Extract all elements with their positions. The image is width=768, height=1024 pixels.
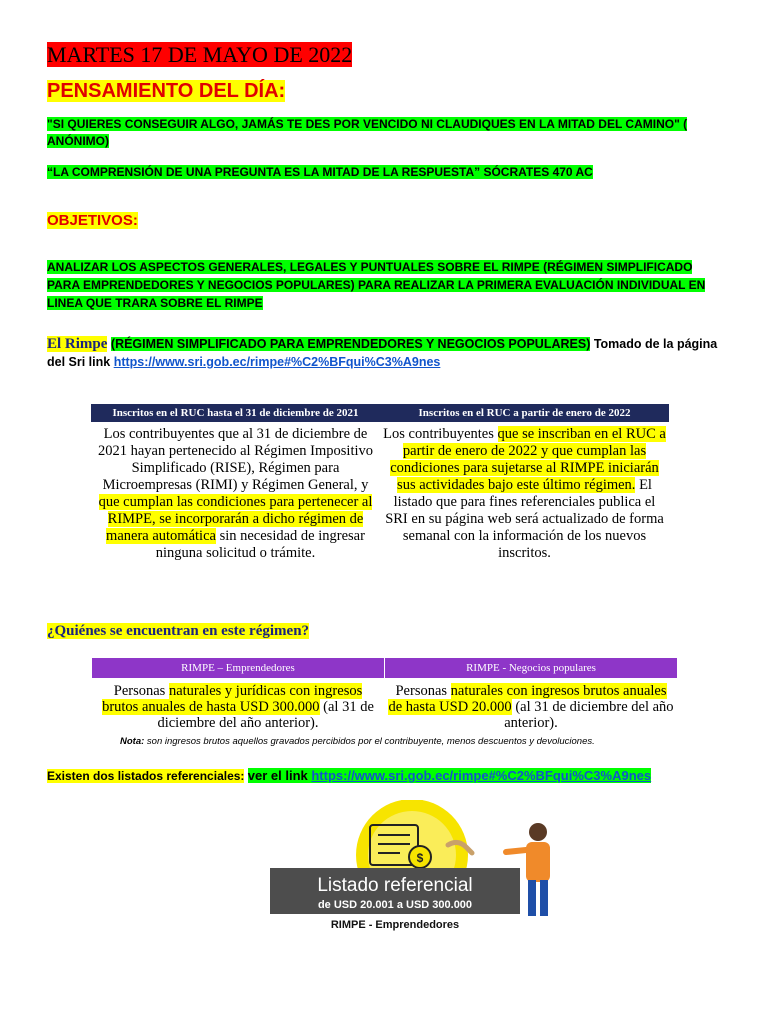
date-text: MARTES 17 DE MAYO DE 2022 <box>47 42 353 67</box>
existen-link[interactable]: https://www.sri.gob.ec/rimpe#%C2%BFqui%C3%A9nes <box>311 768 652 783</box>
nota-label: Nota: <box>120 736 145 747</box>
cell-text: Personas <box>113 683 169 699</box>
existen-line <box>47 768 651 783</box>
cell-text: sin necesidad de ingresar ninguna solicitud o trámite. <box>155 528 365 561</box>
cell-text: (al 31 de diciembre del año anterior). <box>504 699 674 731</box>
cell-highlight: que se inscriban en el RUC a partir de enero de 2022 y que cumplan las condiciones para sujetarse al RIMPE iniciarán sus actividades bajo este último régimen. <box>390 426 666 493</box>
svg-text:$: $ <box>416 851 424 865</box>
rimpe-title: El Rimpe <box>47 336 108 352</box>
listado-illustration-graphic <box>270 800 570 940</box>
objetivo-text-block <box>47 258 717 312</box>
existen-label: Existen dos listados referenciales: <box>47 769 245 783</box>
inscritos-table <box>91 404 669 566</box>
date-heading <box>47 42 352 68</box>
rimpe-source-text: Tomado de la página del Sri link <box>47 337 718 369</box>
cell-text: Personas <box>395 683 451 699</box>
rimpe-types-table <box>91 657 678 735</box>
cell-highlight: que cumplan las condiciones para pertenecer al RIMPE, se incorporarán a dicho régimen de manera automática <box>98 494 373 544</box>
quote-anonimo-text: "SI QUIERES CONSEGUIR ALGO, JAMÁS TE DES POR VENCIDO NI CLAUDIQUES EN LA MITAD DEL CAMINO" ( ANÓNIMO) <box>47 117 688 148</box>
inscritos-cell-2021 <box>91 422 380 566</box>
quote-socrates <box>47 165 593 179</box>
cell-highlight: naturales con ingresos brutos anuales de hasta USD 20.000 <box>388 683 667 715</box>
pensamiento-heading <box>47 80 285 103</box>
emprendedores-header: RIMPE – Emprendedores <box>92 658 385 679</box>
rimpe-subtitle: (RÉGIMEN SIMPLIFICADO PARA EMPRENDEDORES Y NEGOCIOS POPULARES) <box>110 337 591 351</box>
nota-text: son ingresos brutos aquellos gravados percibidos por el contribuyente, menos descuentos y devoluciones. <box>144 736 595 747</box>
listado-illustration <box>270 800 570 940</box>
cell-text: Los contribuyentes que al 31 de diciembre de 2021 hayan pertenecido al Régimen Impositivo Simplificado (RISE), Régimen para Microempresas (RIMI) y Régimen General, y <box>97 426 374 493</box>
inscritos-cell-2022 <box>380 422 669 566</box>
cell-text: (al 31 de diciembre del año anterior). <box>157 699 374 731</box>
objetivos-label: OBJETIVOS: <box>47 212 138 229</box>
nota-line <box>120 736 595 747</box>
banner-title: Listado referencial <box>317 875 473 896</box>
ver-el-link-text: ver el link <box>247 768 312 783</box>
inscritos-header-2022: Inscritos en el RUC a partir de enero de 2022 <box>380 404 669 422</box>
existen-link-block <box>248 768 651 783</box>
cell-text: El listado que para fines referenciales publica el SRI en su página web será actualizado de forma semanal con la información de los nuevos inscritos. <box>385 477 664 561</box>
cell-highlight: naturales y jurídicas con ingresos brutos anuales de hasta USD 300.000 <box>102 683 363 715</box>
rimpe-section-heading <box>47 335 737 371</box>
quienes-heading <box>47 623 309 640</box>
emprendedores-cell <box>92 679 385 736</box>
quote-anonimo <box>47 116 727 150</box>
cell-text: Los contribuyentes <box>383 426 498 442</box>
pensamiento-colon: : <box>278 80 286 102</box>
pensamiento-label: PENSAMIENTO DEL DÍA <box>47 80 279 102</box>
illustration-caption: RIMPE - Emprendedores <box>330 919 460 931</box>
rimpe-link[interactable]: https://www.sri.gob.ec/rimpe#%C2%BFqui%C3%A9nes <box>113 355 441 369</box>
inscritos-header-2021: Inscritos en el RUC hasta el 31 de diciembre de 2021 <box>91 404 380 422</box>
objetivo-text: ANALIZAR LOS ASPECTOS GENERALES, LEGALES Y PUNTUALES SOBRE EL RIMPE (RÉGIMEN SIMPLIFICADO PARA EMPRENDEDORES Y NEGOCIOS POPULARES) PARA REALIZAR LA PRIMERA EVALUACIÓN INDIVIDUAL EN LINEA QUE TRARA SOBRE EL RIMPE <box>47 260 706 310</box>
quote-socrates-text: “LA COMPRENSIÓN DE UNA PREGUNTA ES LA MITAD DE LA RESPUESTA” SÓCRATES 470 AC <box>47 165 593 179</box>
negocios-populares-header: RIMPE - Negocios populares <box>385 658 678 679</box>
negocios-populares-cell <box>385 679 678 736</box>
objetivos-heading <box>47 212 138 229</box>
banner-subtitle: de USD 20.001 a USD 300.000 <box>317 899 473 911</box>
quienes-text: ¿Quiénes se encuentran en este régimen? <box>47 623 310 639</box>
